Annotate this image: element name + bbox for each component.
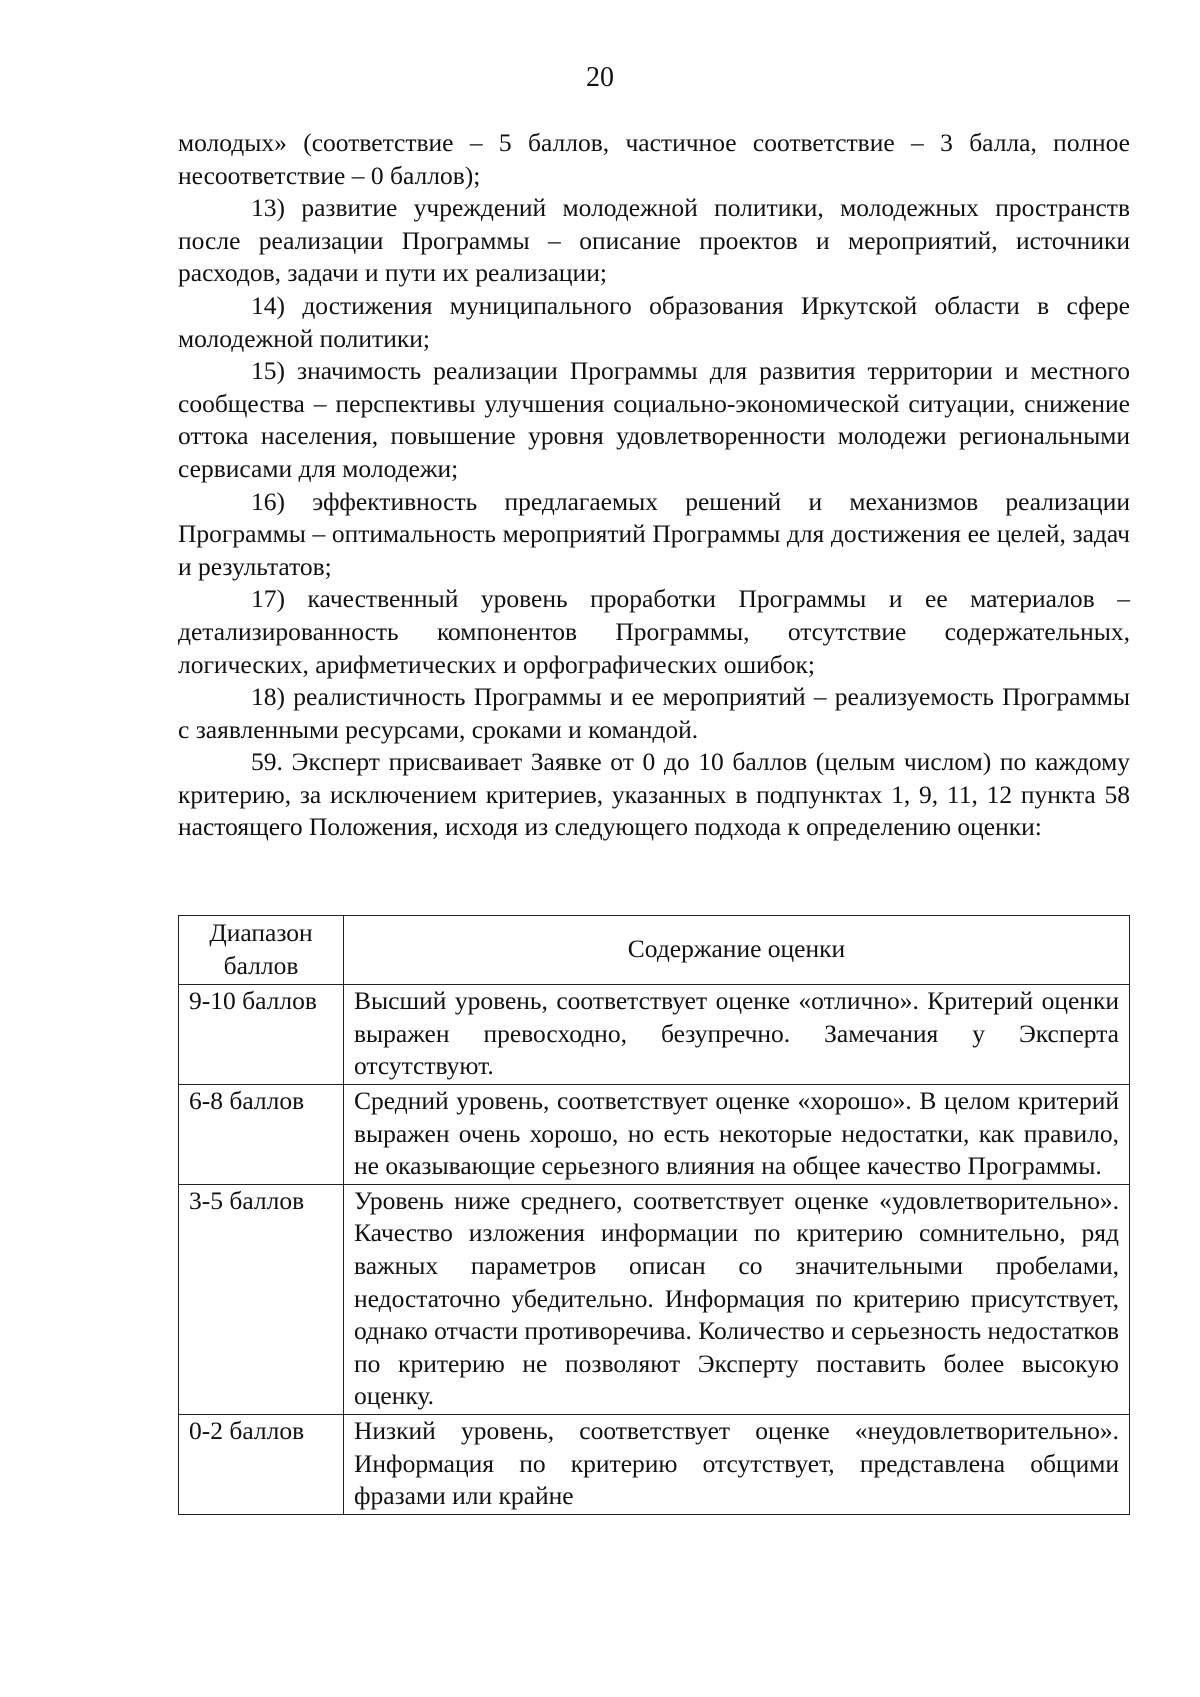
cell-range: 6-8 баллов — [179, 1084, 344, 1184]
score-table — [178, 915, 1130, 1515]
page-number: 20 — [586, 62, 614, 93]
paragraph-criterion-18: 18) реалистичность Программы и ее мероприятий – реализуемость Программы с заявленными ресурсами, сроками и командой. — [178, 682, 1130, 744]
table-row — [179, 1414, 1130, 1514]
body-text — [178, 127, 1130, 844]
paragraph-criterion-15: 15) значимость реализации Программы для развития территории и местного сообщества – перспективы улучшения социально-экономической ситуации, снижение оттока населения, повышение уровня удовлетворенности молодежи региональными сервисами для молодежи; — [178, 356, 1130, 483]
table-row — [179, 1184, 1130, 1414]
cell-content: Низкий уровень, соответствует оценке «неудовлетворительно». Информация по критерию отсутствует, представлена общими фразами или крайне — [344, 1414, 1130, 1514]
paragraph-item-59: 59. Эксперт присваивает Заявке от 0 до 10 баллов (целым числом) по каждому критерию, за исключением критериев, указанных в подпунктах 1, 9, 11, 12 пункта 58 настоящего Положения, исходя из следующего подхода к определению оценки: — [178, 747, 1130, 842]
header-range-line1: Диапазон — [209, 918, 313, 947]
header-range — [179, 916, 344, 985]
header-content: Содержание оценки — [344, 916, 1130, 985]
cell-content: Уровень ниже среднего, соответствует оценке «удовлетворительно». Качество изложения информации по критерию сомнительно, ряд важных параметров описан со значительными пробелами, недостаточно убедительно. Информация по критерию присутствует, однако отчасти противоречива. Количество и серьезность недостатков по критерию не позволяют Эксперту поставить более высокую оценку. — [344, 1184, 1130, 1414]
table-row — [179, 985, 1130, 1085]
paragraph-criterion-12-end: молодых» (соответствие – 5 баллов, частичное соответствие – 3 балла, полное несоответствие – 0 баллов); — [178, 128, 1130, 190]
header-range-line2: баллов — [223, 950, 299, 980]
cell-range: 0-2 баллов — [179, 1414, 344, 1514]
paragraph-criterion-16: 16) эффективность предлагаемых решений и механизмов реализации Программы – оптимальность мероприятий Программы для достижения ее целей, задач и результатов; — [178, 486, 1130, 581]
cell-range: 9-10 баллов — [179, 985, 344, 1085]
cell-content: Высший уровень, соответствует оценке «отлично». Критерий оценки выражен превосходно, безупречно. Замечания у Эксперта отсутствуют. — [344, 985, 1130, 1085]
paragraph-criterion-14: 14) достижения муниципального образования Иркутской области в сфере молодежной политики; — [178, 290, 1130, 353]
table-row — [179, 1084, 1130, 1184]
paragraph-criterion-17: 17) качественный уровень проработки Программы и ее материалов – детализированность компонентов Программы, отсутствие содержательных, логических, арифметических и орфографических ошибок; — [178, 584, 1130, 679]
table-header-row — [179, 916, 1130, 985]
cell-range: 3-5 баллов — [179, 1184, 344, 1414]
paragraph-criterion-13: 13) развитие учреждений молодежной политики, молодежных пространств после реализации Программы – описание проектов и мероприятий, источники расходов, задачи и пути их реализации; — [178, 193, 1130, 288]
cell-content: Средний уровень, соответствует оценке «хорошо». В целом критерий выражен очень хорошо, но есть некоторые недостатки, как правило, не оказывающие серьезного влияния на общее качество Программы. — [344, 1084, 1130, 1184]
